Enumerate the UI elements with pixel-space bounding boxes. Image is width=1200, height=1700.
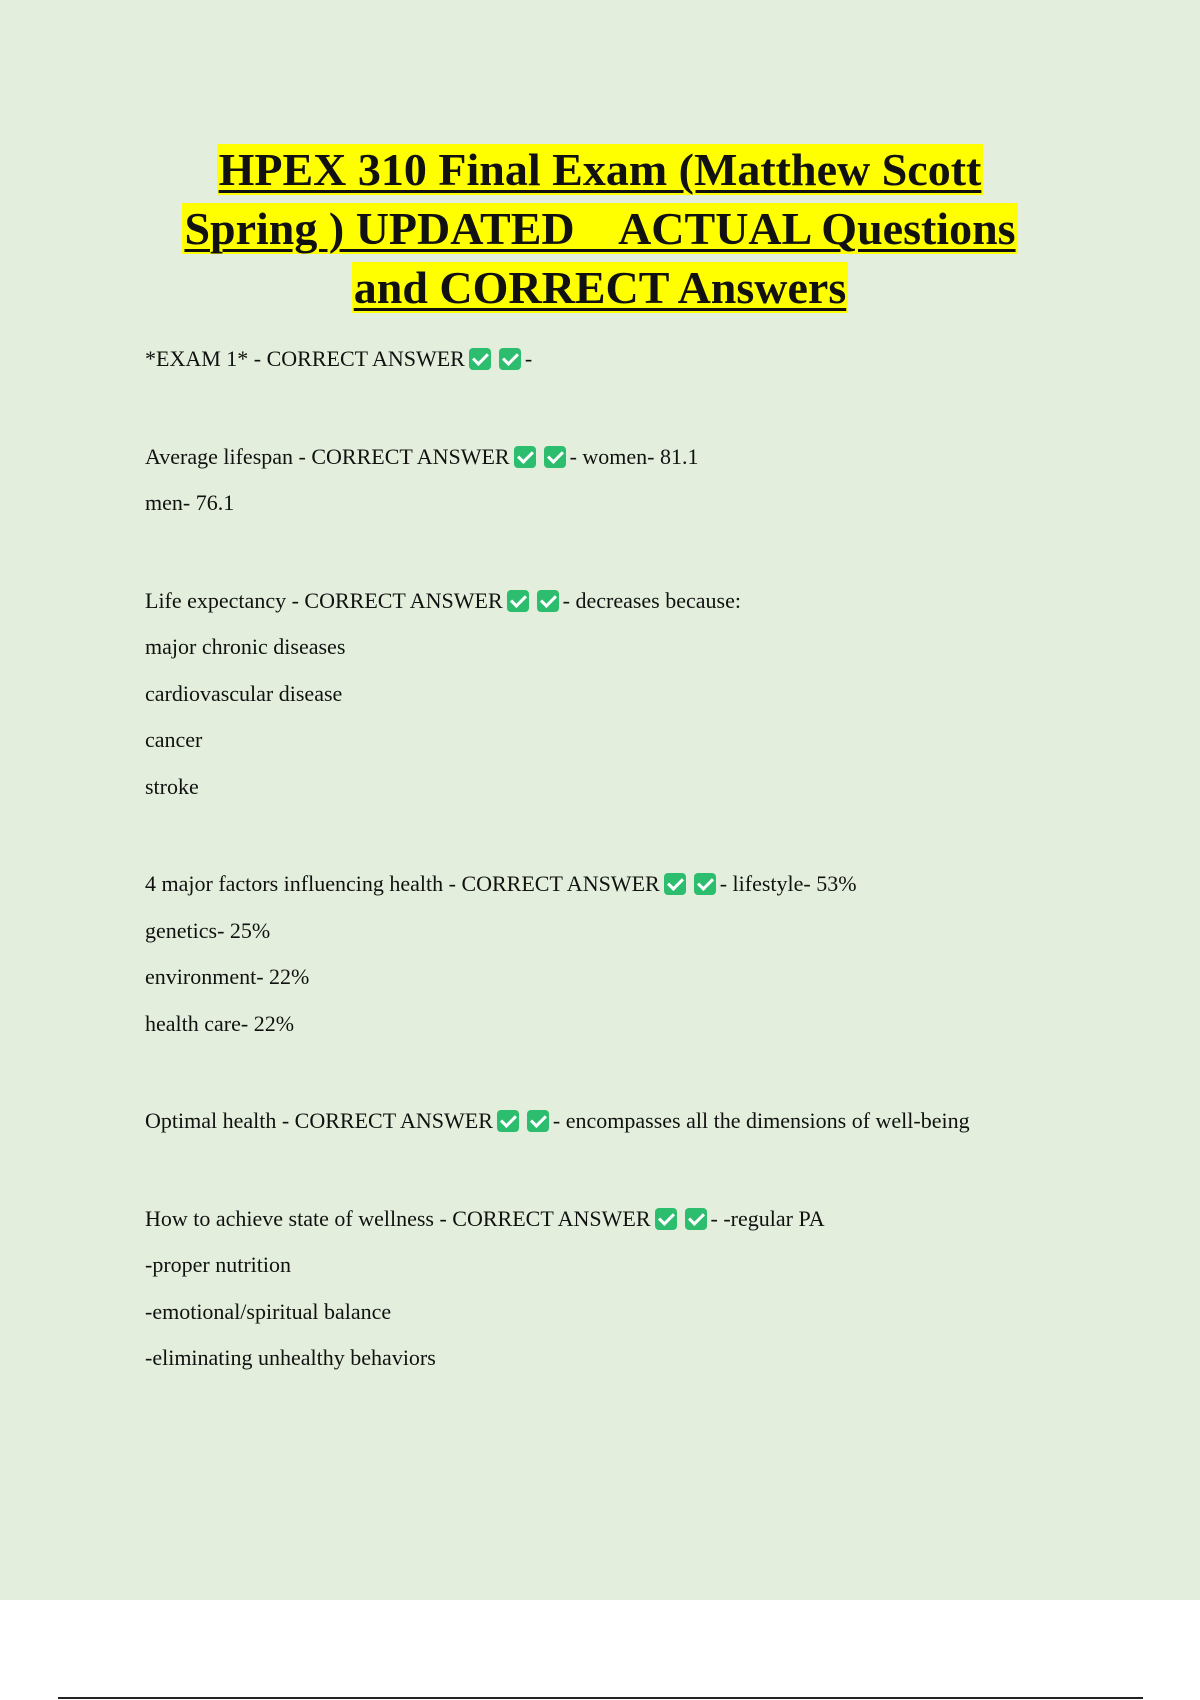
- check-mark-icon: [469, 348, 491, 370]
- check-mark-icon: [507, 590, 529, 612]
- correct-answer-label: - CORRECT ANSWER: [286, 587, 503, 613]
- qa-entry-exam-1: [145, 344, 1145, 391]
- correct-answer-label: - CORRECT ANSWER: [248, 346, 465, 371]
- answer-continuation: -proper nutrition: [145, 1252, 292, 1277]
- correct-answer-label: - CORRECT ANSWER: [293, 443, 510, 469]
- question-term: Average lifespan: [145, 443, 294, 469]
- check-mark-icon: [655, 1208, 677, 1230]
- answer-continuation: genetics- 25%: [145, 917, 271, 943]
- answer-continuation: men- 76.1: [145, 490, 235, 515]
- title-line-3: and CORRECT Answers: [353, 262, 847, 313]
- qa-entry-health-factors: [145, 869, 1145, 916]
- answer-continuation: cardiovascular disease: [145, 680, 343, 706]
- check-mark-icon: [497, 1110, 519, 1132]
- question-term: Optimal health: [145, 1108, 277, 1133]
- qa-entry-wellness: [145, 1204, 1145, 1251]
- answer-text: - women- 81.1: [569, 443, 699, 469]
- qa-entry-life-expectancy: [145, 586, 1145, 633]
- answer-continuation: health care- 22%: [145, 1010, 295, 1036]
- entry-spacer: [145, 1055, 1145, 1106]
- entry-spacer: [145, 391, 1145, 442]
- answer-continuation: major chronic diseases: [145, 634, 346, 659]
- entry-spacer: [145, 818, 1145, 869]
- answer-text: - -regular PA: [710, 1205, 825, 1231]
- answer-continuation: stroke: [145, 773, 199, 799]
- qa-entry-average-lifespan: [145, 442, 1145, 489]
- answer-text: - lifestyle- 53%: [719, 871, 857, 896]
- question-term: Life expectancy: [145, 587, 287, 613]
- qa-entry-optimal-health: [145, 1106, 1145, 1153]
- footer-divider: [58, 1697, 1143, 1699]
- entry-spacer: [145, 535, 1145, 586]
- check-mark-icon: [527, 1110, 549, 1132]
- check-mark-icon: [537, 590, 559, 612]
- answer-continuation: environment- 22%: [145, 964, 310, 989]
- answer-continuation: -eliminating unhealthy behaviors: [145, 1345, 436, 1370]
- answer-text: - encompasses all the dimensions of well-being: [552, 1108, 970, 1133]
- answer-continuation: cancer: [145, 727, 203, 752]
- check-mark-icon: [499, 348, 521, 370]
- correct-answer-label: - CORRECT ANSWER: [433, 1205, 651, 1231]
- answer-text: - decreases because:: [562, 587, 741, 613]
- correct-answer-label: - CORRECT ANSWER: [443, 871, 660, 896]
- check-mark-icon: [664, 873, 686, 895]
- title-line-2: Spring ) UPDATED ACTUAL Questions: [184, 203, 1016, 254]
- check-mark-icon: [694, 873, 716, 895]
- qa-list: [145, 344, 1145, 1390]
- document-title: [100, 140, 1100, 317]
- check-mark-icon: [514, 446, 536, 468]
- answer-continuation: -emotional/spiritual balance: [145, 1298, 392, 1324]
- answer-text: -: [524, 346, 533, 371]
- title-line-1: HPEX 310 Final Exam (Matthew Scott: [218, 144, 982, 195]
- question-term: *EXAM 1*: [145, 346, 249, 371]
- question-term: 4 major factors influencing health: [145, 871, 444, 896]
- correct-answer-label: - CORRECT ANSWER: [276, 1108, 493, 1133]
- question-term: How to achieve state of wellness: [145, 1205, 434, 1231]
- check-mark-icon: [685, 1208, 707, 1230]
- entry-spacer: [145, 1153, 1145, 1204]
- check-mark-icon: [544, 446, 566, 468]
